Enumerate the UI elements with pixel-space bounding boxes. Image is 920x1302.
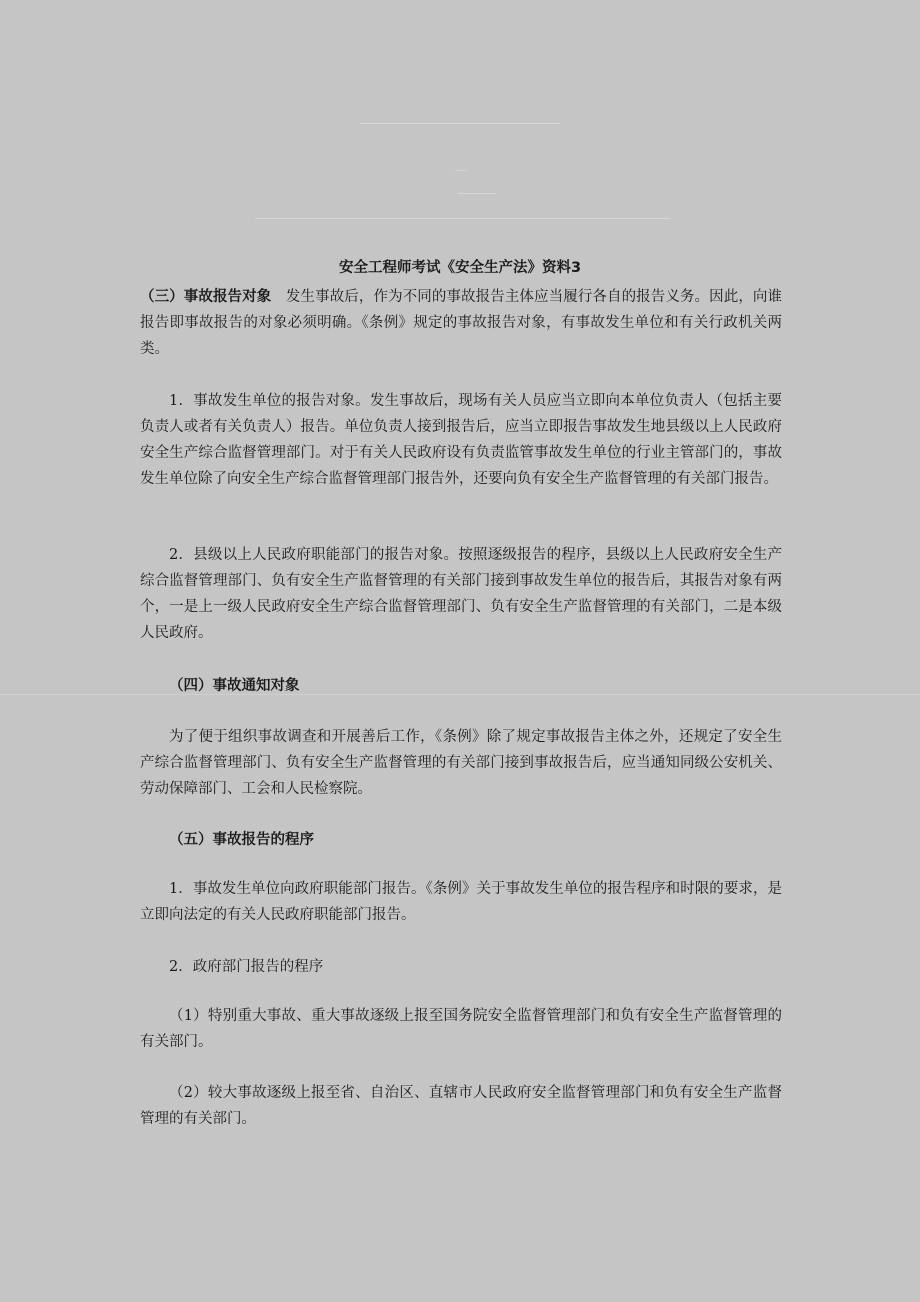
- paragraph-major-accident: （1）特别重大事故、重大事故逐级上报至国务院安全监督管理部门和负有安全生产监督管理的有关部门。: [140, 1008, 782, 1050]
- paragraph-unit-report-procedure: 1．事故发生单位向政府职能部门报告。《条例》关于事故发生单位的报告程序和时限的要求，是立即向法定的有关人民政府职能部门报告。: [140, 881, 782, 923]
- page-divider: [0, 694, 920, 695]
- intro-paragraph: [140, 284, 782, 362]
- faint-rule: [458, 193, 496, 194]
- paragraph-larger-accident: （2）较大事故逐级上报至省、自治区、直辖市人民政府安全监督管理部门和负有安全生产监督管理的有关部门。: [140, 1085, 782, 1127]
- faint-rule: [255, 218, 670, 219]
- paragraph-government-report-procedure: 2．政府部门报告的程序: [169, 959, 324, 975]
- faint-rule: [455, 170, 467, 171]
- paragraph-report-target-unit: 1．事故发生单位的报告对象。发生事故后，现场有关人员应当立即向本单位负责人（包括主要负责人或者有关负责人）报告。单位负责人接到报告后，应当立即报告事故发生地县级以上人民政府安全生产综合监督管理部门。对于有关人民政府设有负责监管事故发生单位的行业主管部门的，事故发生单位除了向安全生产综合监督管理部门报告外，还要向负有安全生产监督管理的有关部门报告。: [140, 393, 782, 487]
- faint-rule: [360, 123, 560, 124]
- paragraph-notification-target: 为了便于组织事故调查和开展善后工作，《条例》除了规定事故报告主体之外，还规定了安全生产综合监督管理部门、负有安全生产监督管理的有关部门接到事故报告后，应当通知同级公安机关、劳动保障部门、工会和人民检察院。: [140, 729, 782, 797]
- section-heading-3: （三）事故报告对象: [140, 289, 272, 305]
- section-heading-4: （四）事故通知对象: [169, 678, 300, 694]
- paragraph-report-target-government: 2．县级以上人民政府职能部门的报告对象。按照逐级报告的程序，县级以上人民政府安全生产综合监督管理部门、负有安全生产监督管理的有关部门接到事故发生单位的报告后，其报告对象有两个，一是上一级人民政府安全生产综合监督管理部门、负有安全生产监督管理的有关部门，二是本级人民政府。: [140, 547, 782, 641]
- document-title: 安全工程师考试《安全生产法》资料3: [338, 260, 582, 276]
- intro-text: 发生事故后，作为不同的事故报告主体应当履行各自的报告义务。因此，向谁报告即事故报告的对象必须明确。《条例》规定的事故报告对象，有事故发生单位和有关行政机关两类。: [140, 289, 783, 357]
- section-heading-5: （五）事故报告的程序: [169, 832, 314, 848]
